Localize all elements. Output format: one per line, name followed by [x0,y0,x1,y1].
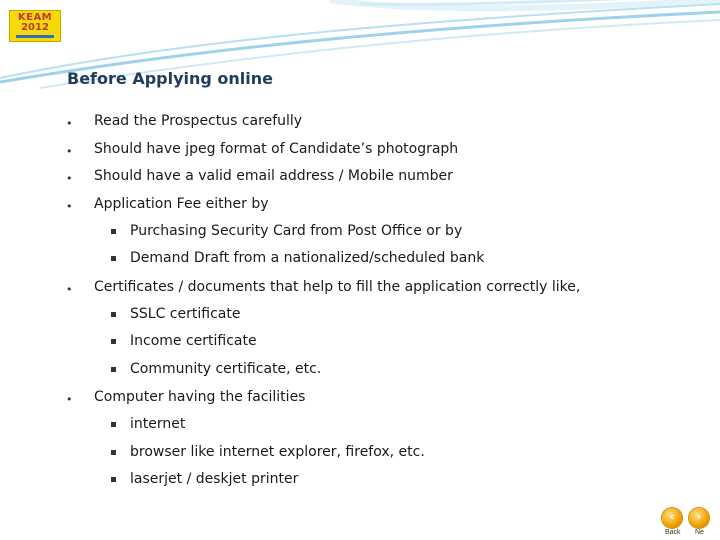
sub-list-item: Demand Draft from a nationalized/scheduled bank [130,250,485,266]
sub-list-item: Purchasing Security Card from Post Office or by [130,223,463,239]
back-button[interactable] [662,508,682,528]
bullet: • [66,200,73,213]
logo-bar [16,35,54,38]
list-item: Read the Prospectus carefully [94,113,303,129]
sub-bullet [111,256,116,261]
next-label: Ne [695,529,704,536]
list-item: Certificates / documents that help to fill the application correctly like, [94,279,581,295]
sub-list-item: Community certificate, etc. [130,361,322,377]
sub-list-item: internet [130,416,186,432]
sub-list-item: SSLC certificate [130,306,241,322]
keam-logo [9,10,61,42]
sub-list-item: laserjet / deskjet printer [130,471,299,487]
chevron-left-icon: ‹ [669,510,675,523]
bullet: • [66,145,73,158]
sub-bullet [111,367,116,372]
sub-list-item: Income certificate [130,333,257,349]
bullet: • [66,393,73,406]
back-label: Back [665,529,681,536]
logo-line2: 2012 [21,22,49,33]
chevron-right-icon: › [696,510,702,523]
list-item: Should have a valid email address / Mobile number [94,168,453,184]
bullet: • [66,172,73,185]
sub-list-item: browser like internet explorer, firefox, etc. [130,444,425,460]
next-button[interactable] [689,508,709,528]
sub-bullet [111,477,116,482]
sub-bullet [111,229,116,234]
list-item: Should have jpeg format of Candidate’s photograph [94,141,459,157]
list-item: Application Fee either by [94,196,269,212]
sub-bullet [111,450,116,455]
bullet: • [66,117,73,130]
sub-bullet [111,422,116,427]
sub-bullet [111,312,116,317]
list-item: Computer having the facilities [94,389,306,405]
sub-bullet [111,339,116,344]
logo-line1: KEAM [17,12,53,23]
bullet: • [66,283,73,296]
page-title: Before Applying online [67,69,274,88]
